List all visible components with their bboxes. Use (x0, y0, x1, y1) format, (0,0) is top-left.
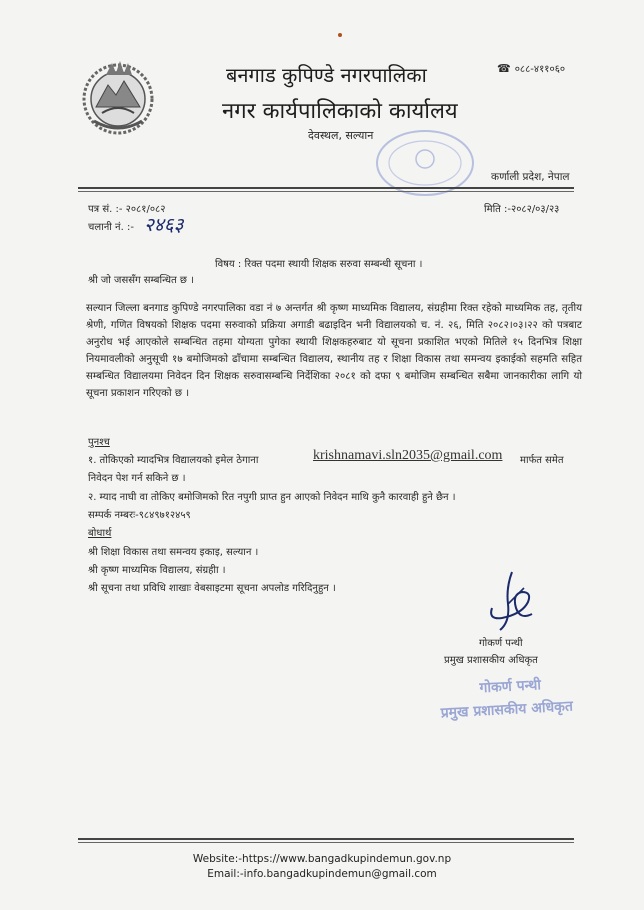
salutation: श्री जो जससँग सम्बन्धित छ । (88, 275, 194, 286)
postscript-item-2: २. म्याद नाघी वा तोकिए बमोजिमको रित नपुगी प्राप्त हुन आएको निवेदन माथि कुनै कारवाही हुने छैन । (88, 492, 456, 503)
cc-heading: बोधार्थ (88, 528, 112, 539)
signatory-title: प्रमुख प्रशासकीय अधिकृत (444, 655, 538, 666)
dispatch-number-handwritten: २४६३ (144, 214, 184, 236)
municipality-name: बनगाड कुपिण्डे नगरपालिका (226, 63, 427, 87)
contact-number: सम्पर्क नम्बरः-९८४९७१२४५९ (88, 510, 191, 521)
signatory-name: गोकर्ण पन्थी (479, 638, 523, 649)
dispatch-label: चलानी नं. :- (88, 222, 134, 233)
office-seal-stamp (370, 125, 480, 205)
signature-handwritten (482, 568, 546, 640)
letter-date: मिति :-२०८२/०३/२३ (484, 204, 560, 215)
header-divider (78, 187, 574, 189)
letter-number: पत्र सं. :- २०८१/०८२ (88, 204, 166, 215)
telephone-icon: ☎ (497, 62, 511, 75)
phone-contact (497, 61, 565, 75)
postscript-item-1-end: निवेदन पेश गर्न सकिने छ । (88, 473, 186, 484)
notice-body: सल्यान जिल्ला बनगाड कुपिण्डे नगरपालिका वडा नं ७ अन्तर्गत श्री कृष्ण माध्यमिक विद्यालय, संग्रहीमा रिक्त रहेको माध्यमिक तह, तृतीय श्रेणी, गणित विषयको शिक्षक पदमा सरुवाको प्रक्रिया अगाडी बढाइदिन भनी विद्यालयको च. नं. २६, मिति २०८२।०३।२२ को पत्रबाट अनुरोध भई आएकोले सम्बन्धित तहमा योग्यता पुगेका स्थायी शिक्षकहरुबाट यो सूचना प्रकाशित भएको मितिले १५ दिनभित्र शिक्षा नियमावलीको अनुसूची १७ बमोजिमको ढाँचामा सम्बन्धित विद्यालय, स्थानीय तह र शिक्षा विकास तथा समन्वय इकाईको सहमति सहित सम्बन्धित विद्यालयमा निवेदन दिन शिक्षक सरुवासम्बन्धि निर्देशिका २०८१ को दफा ९ बमोजिम सम्बन्धित सबैमा जानकारीका लागि यो सूचना प्रकाशन गरिएको छ । (86, 303, 582, 399)
postscript-item-1: १. तोकिएको म्यादभित्र विद्यालयको इमेल ठेगाना (88, 455, 259, 466)
footer-divider-thin (78, 842, 574, 843)
nepal-government-emblem (76, 55, 160, 139)
office-location: देवस्थल, सल्यान (308, 129, 374, 142)
cc-item: श्री शिक्षा विकास तथा समन्वय इकाइ, सल्यान । (88, 547, 259, 558)
officer-stamp-title: प्रमुख प्रशासकीय अधिकृत (440, 698, 574, 722)
footer-divider (78, 838, 574, 840)
subject-line: विषय : रिक्त पदमा स्थायी शिक्षक सरुवा सम्बन्धी सूचना । (215, 259, 423, 270)
footer-email[interactable]: Email:-info.bangadkupindemun@gmail.com (207, 868, 437, 880)
officer-stamp (439, 673, 573, 723)
province-label: कर्णाली प्रदेश, नेपाल (491, 171, 570, 183)
postscript-item-1-cont: मार्फत समेत (520, 455, 564, 466)
officer-stamp-name: गोकर्ण पन्थी (479, 677, 542, 697)
footer-website[interactable]: Website:-https://www.bangadkupindemun.gov.np (192, 853, 452, 865)
scan-speck (338, 33, 342, 37)
header-divider-thin (78, 191, 574, 192)
cc-item: श्री कृष्ण माध्यमिक विद्यालय, संग्रहीा । (88, 565, 226, 576)
school-email-link[interactable]: krishnamavi.sln2035@gmail.com (313, 448, 503, 463)
postscript-heading: पुनश्च (88, 437, 110, 448)
office-name: नगर कार्यपालिकाको कार्यालय (222, 99, 458, 124)
phone-number: ०८८-४११०६० (514, 64, 566, 75)
cc-item: श्री सूचना तथा प्रविधि शाखाः वेबसाइटमा सूचना अपलोड गरिदिनुहुन । (88, 583, 336, 594)
